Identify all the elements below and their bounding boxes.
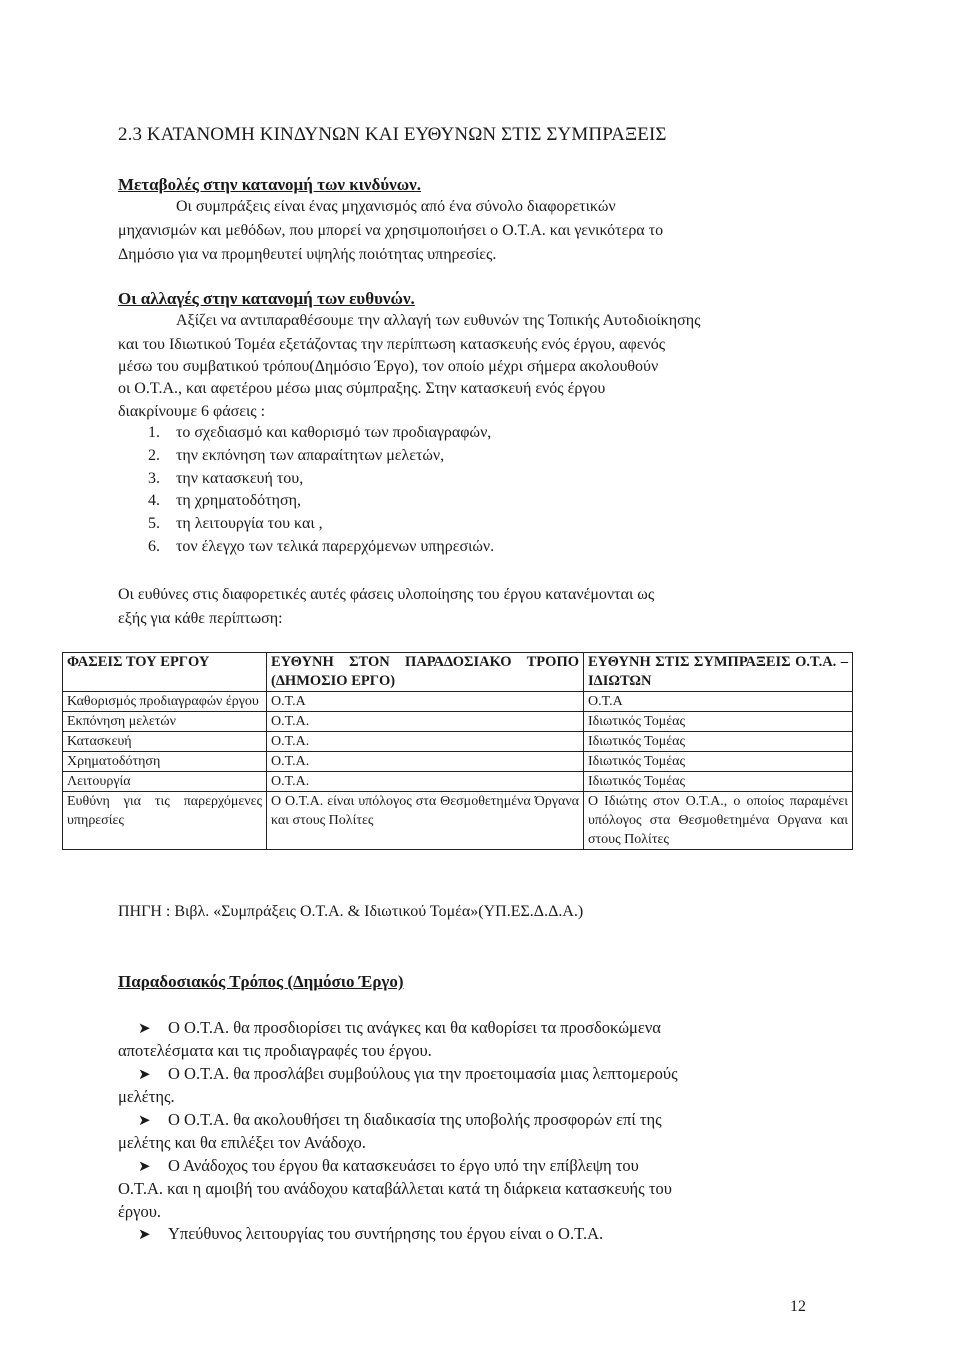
table-cell: Ιδιωτικός Τομέας [584,752,853,772]
list-item: ➤ Ο Ο.Τ.Α. θα ακολουθήσει τη διαδικασία της υποβολής προσφορών επί της [118,1110,662,1130]
header-ppp: ΕΥΘΥΝΗ ΣΤΙΣ ΣΥΜΠΡΑΞΕΙΣ Ο.Τ.Α. – ΙΔΙΩΤΩΝ [584,653,853,692]
page-number: 12 [790,1298,806,1315]
arrowhead-bullet-icon: ➤ [138,1019,151,1037]
arrowhead-bullet-icon: ➤ [138,1157,151,1175]
responsibility-table [62,652,853,850]
list-item-continuation: αποτελέσματα και τις προδιαγραφές του έργου. [118,1041,432,1060]
resp-paragraph-line: Αξίζει να αντιπαραθέσουμε την αλλαγή των ευθυνών της Τοπικής Αυτοδιοίκησης [176,312,701,329]
table-cell: Ιδιωτικός Τομέας [584,712,853,732]
table-row [63,772,853,792]
list-item: 2. την εκπόνηση των απαραίτητων μελετών, [148,447,445,464]
section-title: 2.3 ΚΑΤΑΝΟΜΗ ΚΙΝΔΥΝΩΝ ΚΑΙ ΕΥΘΥΝΩΝ ΣΤΙΣ ΣΥΜΠΡΑΞΕΙΣ [118,124,667,145]
list-item: ➤ Υπεύθυνος λειτουργίας του συντήρησης του έργου είναι ο Ο.Τ.Α. [118,1224,603,1244]
arrowhead-bullet-icon: ➤ [138,1065,151,1083]
table-cell: Ο.Τ.Α. [267,772,584,792]
resp-paragraph-line: μέσω του συμβατικού τρόπου(Δημόσιο Έργο), τον οποίο μέχρι σήμερα ακολουθούν [118,358,659,375]
list-item: 5. τη λειτουργία του και , [148,515,323,532]
table-cell: Εκπόνηση μελετών [63,712,267,732]
table-cell: Ο.Τ.Α [584,692,853,712]
list-item-continuation: μελέτης και θα επιλέξει τον Ανάδοχο. [118,1133,366,1152]
table-cell: Κατασκευή [63,732,267,752]
list-item: ➤ Ο Ο.Τ.Α. θα προσλάβει συμβούλους για την προετοιμασία μιας λεπτομερούς [118,1064,678,1084]
table-cell: Ο Ο.Τ.Α. είναι υπόλογος στα Θεσμοθετημένα Όργανα και στους Πολίτες [267,792,584,850]
table-intro-line: Οι ευθύνες στις διαφορετικές αυτές φάσεις υλοποίησης του έργου κατανέμονται ως [118,586,655,603]
list-item: ➤ Ο Ο.Τ.Α. θα προσδιορίσει τις ανάγκες και θα καθορίσει τα προσδοκώμενα [118,1018,661,1038]
table-row [63,692,853,712]
table-cell: Ο.Τ.Α [267,692,584,712]
table-cell: Χρηματοδότηση [63,752,267,772]
table-cell: Καθορισμός προδιαγραφών έργου [63,692,267,712]
table-cell: Ο.Τ.Α. [267,712,584,732]
traditional-heading: Παραδοσιακός Τρόπος (Δημόσιο Έργο) [118,972,404,991]
table-header-row [63,653,853,692]
resp-paragraph-line: και του Ιδιωτικού Τομέα εξετάζοντας την περίπτωση κατασκευής ενός έργου, αφενός [118,336,666,353]
list-item-continuation: έργου. [118,1202,161,1221]
header-traditional: ΕΥΘΥΝΗ ΣΤΟΝ ΠΑΡΑΔΟΣΙΑΚΟ ΤΡΟΠΟ (ΔΗΜΟΣΙΟ ΕΡΓΟ) [267,653,584,692]
risk-paragraph-line: Δημόσιο για να προμηθευτεί υψηλής ποιότητας υπηρεσίες. [118,246,497,263]
list-item: 6. τον έλεγχο των τελικά παρερχόμενων υπηρεσιών. [148,538,495,555]
table-cell: Λειτουργία [63,772,267,792]
table-cell: Ο.Τ.Α. [267,732,584,752]
resp-paragraph-line: οι Ο.Τ.Α., και αφετέρου μέσω μιας σύμπραξης. Στην κατασκευή ενός έργου [118,380,606,397]
list-item: 1. το σχεδιασμό και καθορισμό των προδιαγραφών, [148,424,492,441]
table-row [63,732,853,752]
table-cell: Ιδιωτικός Τομέας [584,772,853,792]
list-item-continuation: Ο.Τ.Α. και η αμοιβή του ανάδοχου καταβάλλεται κατά τη διάρκεια κατασκευής του [118,1179,672,1198]
table-intro-line: εξής για κάθε περίπτωση: [118,610,283,627]
table-cell: Ο Ιδιώτης στον Ο.Τ.Α., ο οποίος παραμένει υπόλογος στα Θεσμοθετημένα Οργανα και στους Πολίτες [584,792,853,850]
header-phases: ΦΑΣΕΙΣ ΤΟΥ ΕΡΓΟΥ [63,653,267,692]
risk-paragraph-line: Οι συμπράξεις είναι ένας μηχανισμός από ένα σύνολο διαφορετικών [176,198,616,215]
table-row [63,712,853,732]
risk-paragraph-line: μηχανισμών και μεθόδων, που μπορεί να χρησιμοποιήσει ο Ο.Τ.Α. και γενικότερα το [118,222,664,239]
table-cell: Ιδιωτικός Τομέας [584,732,853,752]
risk-subheading: Μεταβολές στην κατανομή των κινδύνων. [118,175,422,194]
table-row [63,792,853,850]
resp-paragraph-line: διακρίνουμε 6 φάσεις : [118,403,266,420]
arrowhead-bullet-icon: ➤ [138,1225,151,1243]
table-cell: Ο.Τ.Α. [267,752,584,772]
source-line: ΠΗΓΗ : Βιβλ. «Συμπράξεις Ο.Τ.Α. & Ιδιωτικού Τομέα»(ΥΠ.ΕΣ.Δ.Δ.Α.) [118,903,584,920]
table-row [63,752,853,772]
list-item-continuation: μελέτης. [118,1087,175,1106]
responsibilities-subheading: Οι αλλαγές στην κατανομή των ευθυνών. [118,289,415,308]
list-item: 4. τη χρηματοδότηση, [148,492,301,509]
list-item: 3. την κατασκευή του, [148,470,304,487]
table-cell: Ευθύνη για τις παρερχόμενες υπηρεσίες [63,792,267,850]
arrowhead-bullet-icon: ➤ [138,1111,151,1129]
list-item: ➤ Ο Ανάδοχος του έργου θα κατασκευάσει το έργο υπό την επίβλεψη του [118,1156,639,1176]
